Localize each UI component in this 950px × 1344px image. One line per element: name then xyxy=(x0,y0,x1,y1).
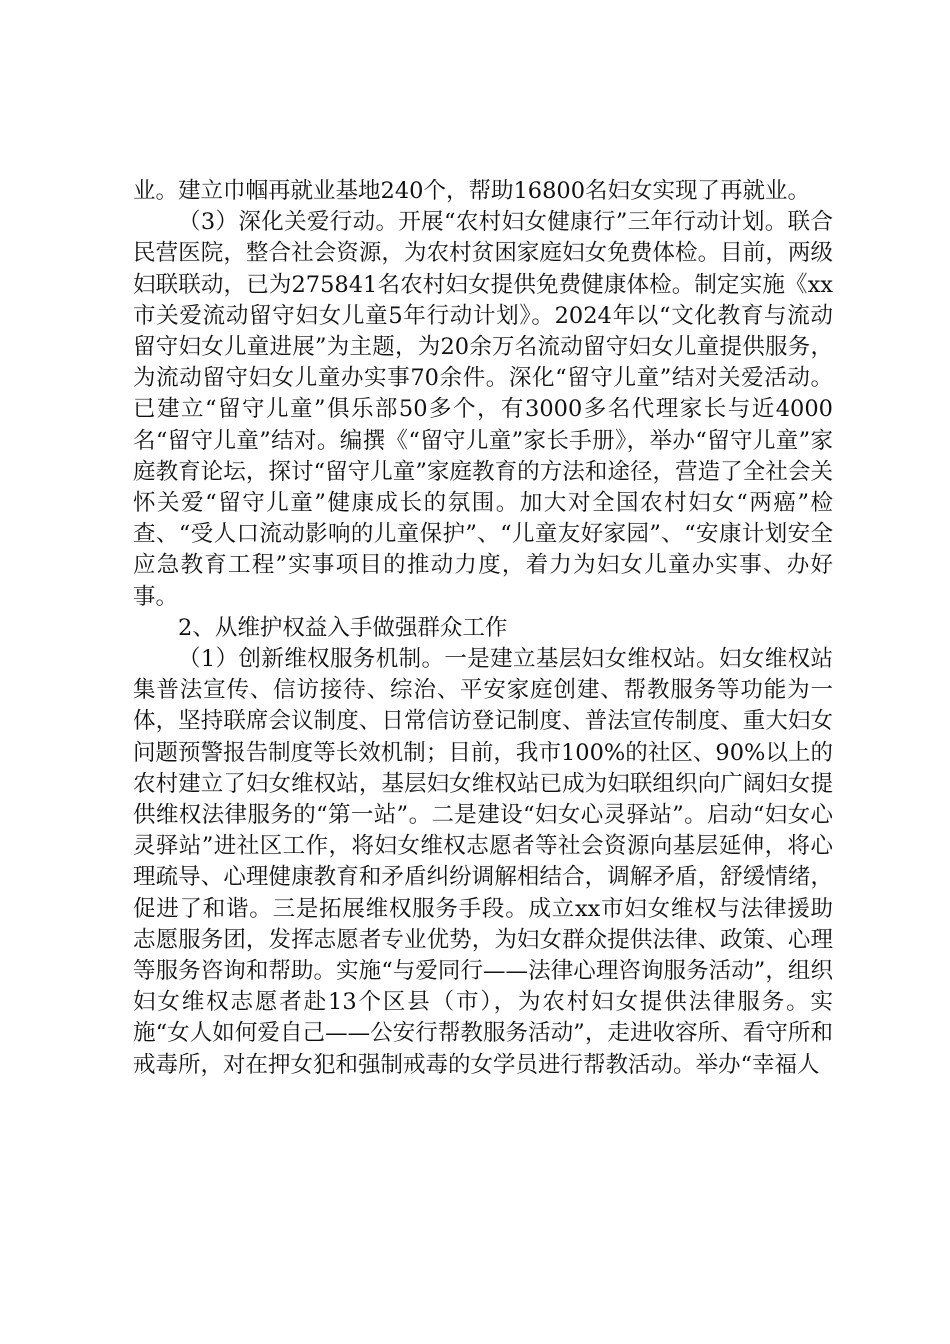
section-heading-rights-protection: 2、从维护权益入手做强群众工作 xyxy=(178,614,508,641)
document-body xyxy=(133,176,833,1081)
paragraph-reemployment-continued: 业。建立巾帼再就业基地240个，帮助16800名妇女实现了再就业。 xyxy=(133,178,811,204)
paragraph-rights-service-mechanism: （1）创新维权服务机制。一是建立基层妇女维权站。妇女维权站集普法宣传、信访接待、综治、平安家庭创建、帮教服务等功能为一体，坚持联席会议制度、日常信访登记制度、普法宣传制度、重大妇女问题预警报告制度等长效机制；目前，我市100%的社区、90%以上的农村建立了妇女维权站，基层妇女维权站已成为妇联组织向广阔妇女提供维权法律服务的“第一站”。二是建设“妇女心灵驿站”。启动“妇女心灵驿站”进社区工作，将妇女维权志愿者等社会资源向基层延伸，将心理疏导、心理健康教育和矛盾纠纷调解相结合，调解矛盾，舒缓情绪，促进了和谐。三是拓展维权服务手段。成立xx市妇女维权与法律援助志愿服务团，发挥志愿者专业优势，为妇女群众提供法律、政策、心理等服务咨询和帮助。实施“与爱同行——法律心理咨询服务活动”，组织妇女维权志愿者赴13个区县（市），为农村妇女提供法律服务。实施“女人如何爱自己——公安行帮教服务活动”，走进收容所、看守所和戒毒所，对在押女犯和强制戒毒的女学员进行帮教活动。举办“幸福人 xyxy=(133,646,833,1078)
paragraph-care-action: （3）深化关爱行动。开展“农村妇女健康行”三年行动计划。联合民营医院，整合社会资源，为农村贫困家庭妇女免费体检。目前，两级妇联联动，已为275841名农村妇女提供免费健康体检。制定实施《xx市关爱流动留守妇女儿童5年行动计划》。2024年以“文化教育与流动留守妇女儿童进展”为主题，为20余万名流动留守妇女儿童提供服务，为流动留守妇女儿童办实事70余件。深化“留守儿童”结对关爱活动。已建立“留守儿童”俱乐部50多个，有3000多名代理家长与近4000名“留守儿童”结对。编撰《“留守儿童”家长手册》，举办“留守儿童”家庭教育论坛，探讨“留守儿童”家庭教育的方法和途径，营造了全社会关怀关爱“留守儿童”健康成长的氛围。加大对全国农村妇女“两癌”检查、“受人口流动影响的儿童保护”、“儿童友好家园”、“安康计划安全应急教育工程”实事项目的推动力度，着力为妇女儿童办实事、办好事。 xyxy=(133,209,833,610)
